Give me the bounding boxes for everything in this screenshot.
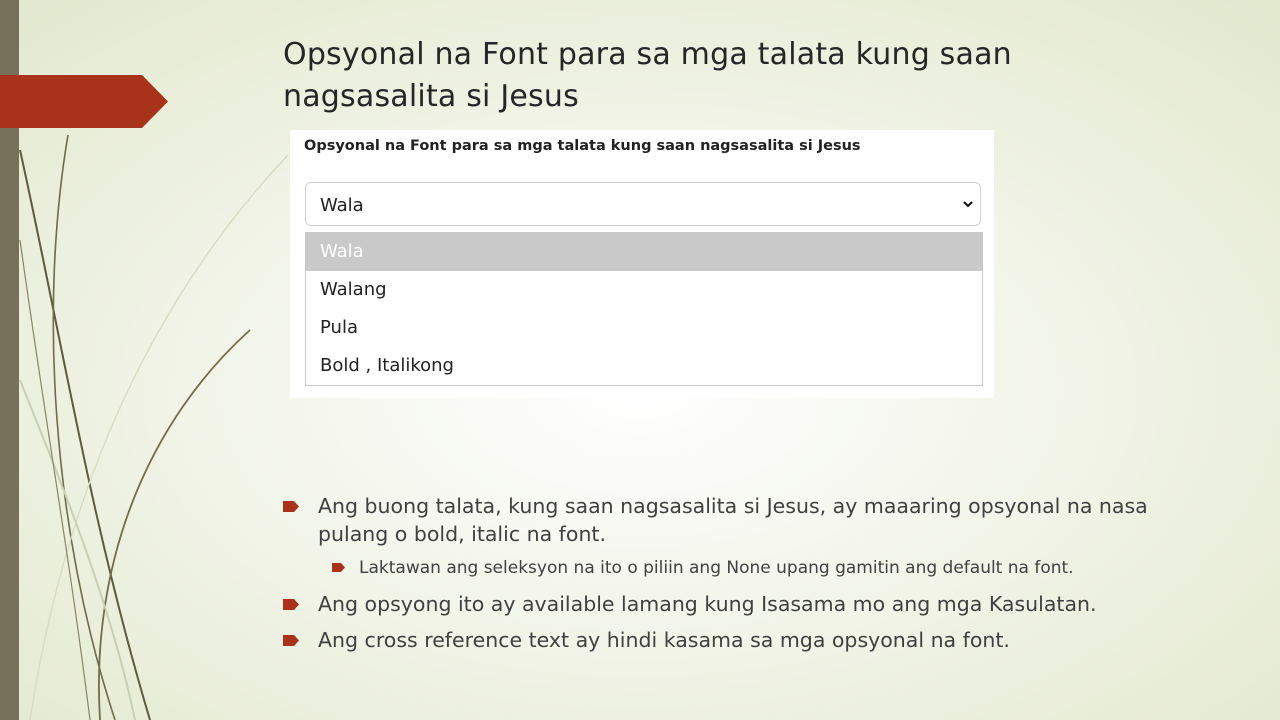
bullet-list: [283, 492, 1183, 662]
font-option-pula[interactable]: Pula: [320, 317, 358, 338]
bullet-item: [283, 492, 1183, 548]
font-select-value: Wala: [320, 195, 364, 216]
chevron-down-icon: [962, 197, 974, 211]
bullet-text: Laktawan ang seleksyon na ito o piliin ang None upang gamitin ang default na font.: [359, 558, 1074, 578]
settings-screenshot: [290, 130, 994, 398]
font-option-wala[interactable]: Wala: [306, 233, 982, 271]
bullet-item: [283, 626, 1183, 654]
bullet-text: Ang opsyong ito ay available lamang kung Isasama mo ang mga Kasulatan.: [318, 592, 1097, 616]
bullet-text: Ang buong talata, kung saan nagsasalita si Jesus, ay maaaring opsyonal na nasa pulang o bold, italic na font.: [318, 494, 1148, 546]
slide-title: Opsyonal na Font para sa mga talata kung saan nagsasalita si Jesus: [283, 37, 1012, 114]
arrow-bullet-icon: [283, 599, 299, 610]
font-options-list: [305, 232, 983, 386]
bullet-item: [283, 590, 1183, 618]
font-select[interactable]: [305, 182, 981, 226]
font-option-label: Opsyonal na Font para sa mga talata kung saan nagsasalita si Jesus: [304, 138, 861, 154]
font-option-walang[interactable]: Walang: [320, 279, 387, 300]
arrow-bullet-icon: [332, 563, 345, 572]
arrow-bullet-icon: [283, 635, 299, 646]
arrow-bullet-icon: [283, 501, 299, 512]
arrow-banner-icon: [0, 75, 168, 128]
bullet-item: [283, 556, 1183, 580]
font-option-bold-italic[interactable]: Bold , Italikong: [320, 355, 454, 376]
bullet-text: Ang cross reference text ay hindi kasama sa mga opsyonal na font.: [318, 628, 1010, 652]
